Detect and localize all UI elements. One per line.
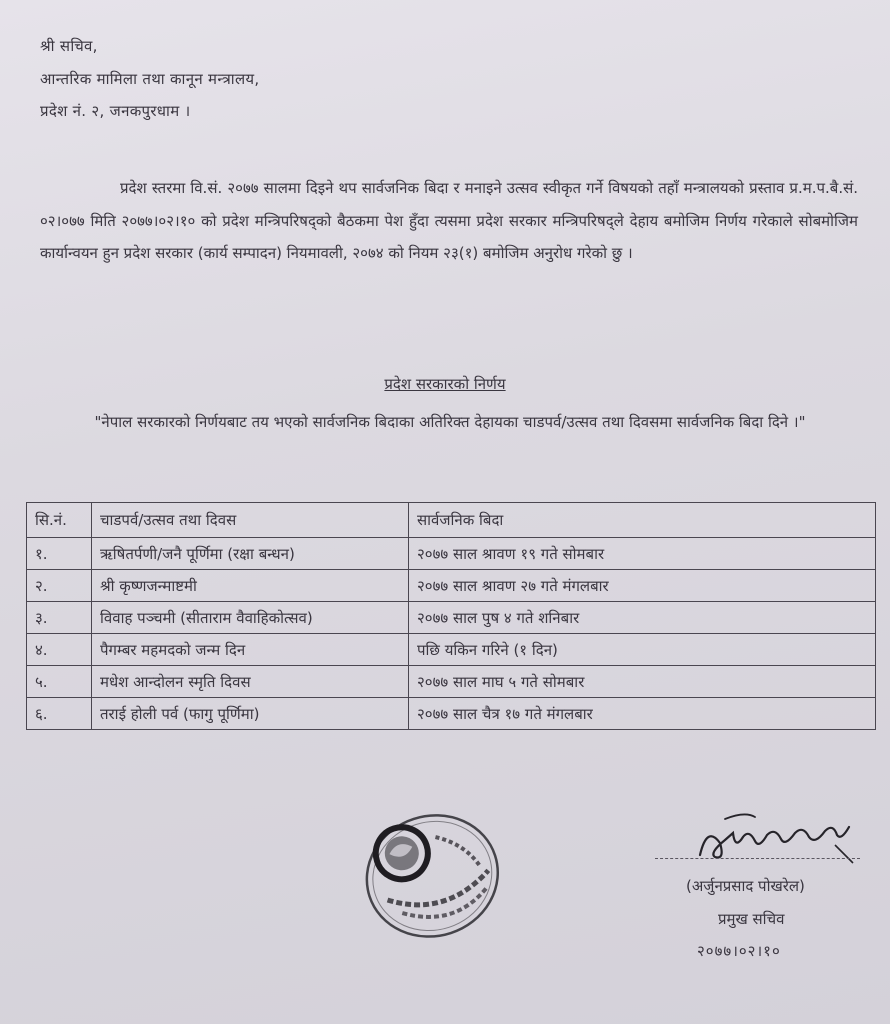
- table-row: [27, 698, 876, 730]
- row-festival: विवाह पञ्चमी (सीताराम वैवाहिकोत्सव): [92, 602, 409, 634]
- signatory-title: प्रमुख सचिव: [718, 910, 785, 928]
- row-holiday-date: २०७७ साल माघ ५ गते सोमबार: [409, 666, 876, 698]
- table-row: [27, 570, 876, 602]
- office-stamp: [352, 800, 512, 950]
- signatory-name: (अर्जुनप्रसाद पोखरेल): [686, 877, 805, 895]
- address-line-1: श्री सचिव,: [40, 37, 98, 55]
- row-holiday-date: २०७७ साल श्रावण २७ गते मंगलबार: [409, 570, 876, 602]
- row-serial: १.: [27, 538, 92, 570]
- header-serial: सि.नं.: [27, 503, 92, 538]
- row-serial: ५.: [27, 666, 92, 698]
- row-festival: ऋषितर्पणी/जनै पूर्णिमा (रक्षा बन्धन): [92, 538, 409, 570]
- row-holiday-date: २०७७ साल श्रावण १९ गते सोमबार: [409, 538, 876, 570]
- signatory-date: २०७७।०२।१०: [697, 942, 781, 960]
- row-serial: २.: [27, 570, 92, 602]
- handwritten-signature: [685, 805, 865, 875]
- table-header-row: [27, 503, 876, 538]
- row-serial: ६.: [27, 698, 92, 730]
- row-holiday-date: २०७७ साल पुष ४ गते शनिबार: [409, 602, 876, 634]
- decision-text: "नेपाल सरकारको निर्णयबाट तय भएको सार्वजनिक बिदाका अतिरिक्त देहायका चाडपर्व/उत्सव तथा दिवसमा सार्वजनिक बिदा दिने ।": [94, 413, 806, 431]
- signature-line: [655, 858, 860, 859]
- header-holiday: सार्वजनिक बिदा: [409, 503, 876, 538]
- table-row: [27, 538, 876, 570]
- row-holiday-date: पछि यकिन गरिने (१ दिन): [409, 634, 876, 666]
- body-paragraph: प्रदेश स्तरमा वि.सं. २०७७ सालमा दिइने थप सार्वजनिक बिदा र मनाइने उत्सव स्वीकृत गर्ने विषयको तहाँ मन्त्रालयको प्रस्ताव प्र.म.प.बै.सं. ०२।०७७ मिति २०७७।०२।१० को प्रदेश मन्त्रिपरिषद्को बैठकमा पेश हुँदा त्यसमा प्रदेश सरकार मन्त्रिपरिषद्ले देहाय बमोजिम निर्णय गरेकाले सोबमोजिम कार्यान्वयन हुन प्रदेश सरकार (कार्य सम्पादन) नियमावली, २०७४ को नियम २३(१) बमोजिम अनुरोध गरेको छु ।: [40, 179, 858, 262]
- address-line-2: आन्तरिक मामिला तथा कानून मन्त्रालय,: [40, 70, 260, 88]
- table-row: [27, 666, 876, 698]
- row-festival: श्री कृष्णजन्माष्टमी: [92, 570, 409, 602]
- row-holiday-date: २०७७ साल चैत्र १७ गते मंगलबार: [409, 698, 876, 730]
- row-festival: तराई होली पर्व (फागु पूर्णिमा): [92, 698, 409, 730]
- table-row: [27, 602, 876, 634]
- decision-heading: प्रदेश सरकारको निर्णय: [384, 375, 506, 393]
- header-festival: चाडपर्व/उत्सव तथा दिवस: [92, 503, 409, 538]
- row-festival: मधेश आन्दोलन स्मृति दिवस: [92, 666, 409, 698]
- address-line-3: प्रदेश नं. २, जनकपुरधाम ।: [40, 102, 191, 120]
- holiday-table: [26, 502, 876, 730]
- row-serial: ४.: [27, 634, 92, 666]
- row-serial: ३.: [27, 602, 92, 634]
- table-row: [27, 634, 876, 666]
- row-festival: पैगम्बर महमदको जन्म दिन: [92, 634, 409, 666]
